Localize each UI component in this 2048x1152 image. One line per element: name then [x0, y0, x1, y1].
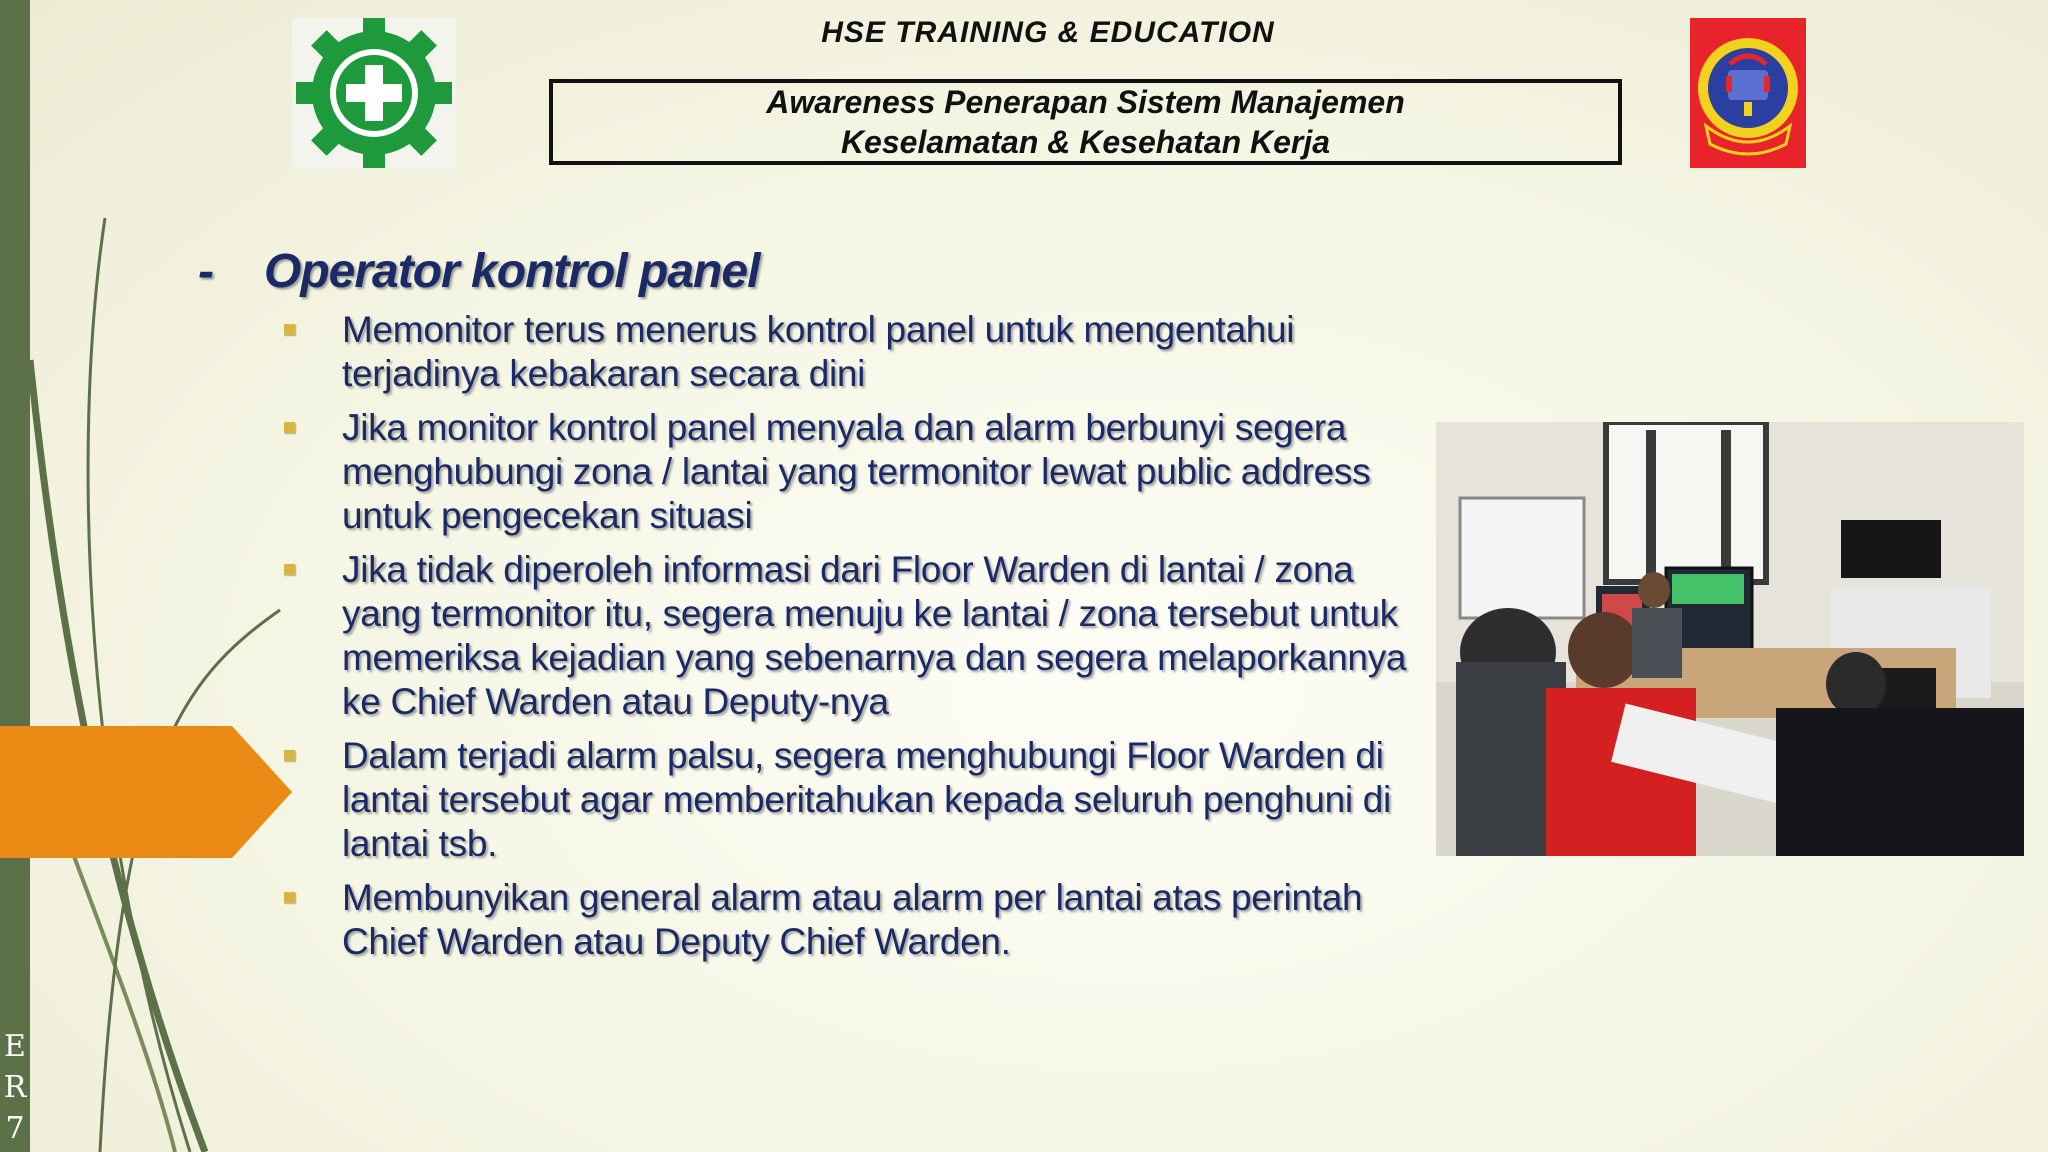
bullet-text: Jika monitor kontrol panel menyala dan alarm berbunyi segera menghubungi zona / lantai yang termonitor lewat public address untuk pengecekan situasi [342, 407, 1371, 536]
square-bullet-icon [284, 750, 295, 761]
control-room-photo [1436, 422, 2024, 856]
bullet-text: Dalam terjadi alarm palsu, segera menghubungi Floor Warden di lantai tersebut agar memberitahukan kepada seluruh penghuni di lantai tsb. [342, 735, 1391, 864]
list-item [276, 548, 1416, 724]
bullet-text: Membunyikan general alarm atau alarm per lantai atas perintah Chief Warden atau Deputy Chief Warden. [342, 877, 1363, 962]
square-bullet-icon [284, 422, 295, 433]
square-bullet-icon [284, 892, 295, 903]
school-emblem-icon [1690, 18, 1806, 168]
bullet-list [276, 308, 1416, 974]
k3-safety-logo [292, 18, 456, 168]
heading-text: Operator kontrol panel [264, 245, 760, 298]
header-title: HSE TRAINING & EDUCATION [821, 16, 1275, 49]
list-item [276, 406, 1416, 538]
list-item [276, 876, 1416, 964]
school-emblem [1690, 18, 1806, 168]
sidebar-letter: R [3, 1070, 27, 1105]
sidebar-letter: E [4, 1029, 26, 1064]
control-room-operators-photo [1436, 422, 2024, 856]
header-subtitle-line1: Awareness Penerapan Sistem Manajemen [766, 84, 1405, 120]
orange-arrow-shape [0, 726, 300, 858]
list-item [276, 308, 1416, 396]
sidebar-letter: 7 [5, 1111, 25, 1146]
bullet-text: Jika tidak diperoleh informasi dari Floor Warden di lantai / zona yang termonitor itu, segera menuju ke lantai / zona tersebut untuk memeriksa kejadian yang sebenarnya dan segera melaporkannya ke Chief Warden atau Deputy-nya [342, 549, 1407, 722]
square-bullet-icon [284, 564, 295, 575]
heading-dash: - [198, 245, 213, 298]
section-heading [198, 244, 759, 299]
header-subtitle-box [549, 79, 1622, 165]
square-bullet-icon [284, 324, 295, 335]
list-item [276, 734, 1416, 866]
k3-safety-gear-cross-icon [292, 18, 456, 168]
header-subtitle-line2: Keselamatan & Kesehatan Kerja [840, 124, 1331, 160]
bullet-text: Memonitor terus menerus kontrol panel untuk mengentahui terjadinya kebakaran secara dini [342, 309, 1295, 394]
